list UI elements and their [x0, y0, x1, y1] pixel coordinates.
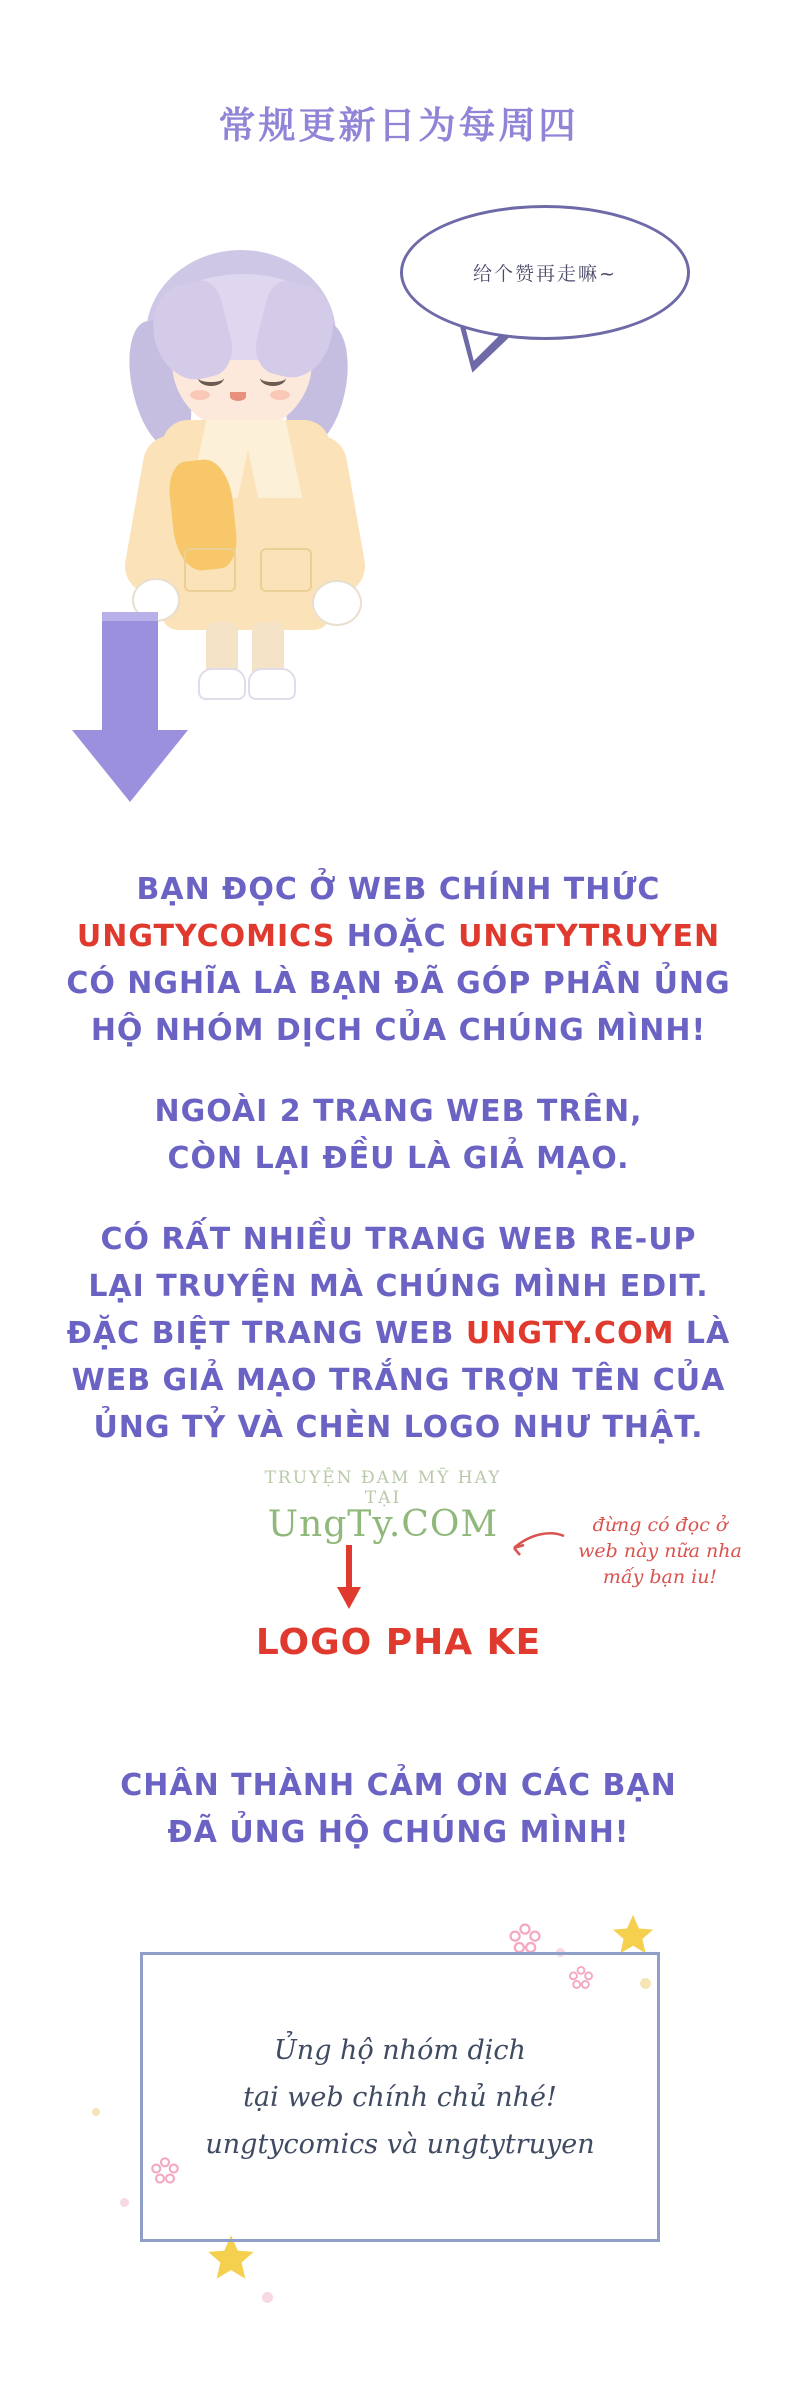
curved-arrow-icon [510, 1528, 566, 1558]
announcement-paragraph [40, 866, 757, 1054]
flower-icon [508, 1922, 542, 1956]
support-card-line: Ủng hộ nhóm dịch [274, 2034, 526, 2066]
fake-logo [258, 1468, 508, 1545]
announcement-line [40, 1310, 757, 1357]
blush-right [270, 390, 290, 400]
plain-text: LÀ [674, 1316, 731, 1351]
announcement-line [40, 1088, 757, 1135]
blush-left [190, 390, 210, 400]
announcement-paragraph [40, 1216, 757, 1451]
plain-text: CÓ NGHĨA LÀ BẠN ĐÃ GÓP PHẦN ỦNG [66, 966, 731, 1001]
hand-right [312, 580, 362, 626]
plain-text: HỘ NHÓM DỊCH CỦA CHÚNG MÌNH! [90, 1013, 707, 1048]
highlight-text: UNGTYCOMICS [76, 919, 336, 954]
plain-text: HOẶC [335, 919, 459, 954]
announcement-line [40, 1135, 757, 1182]
arrow-stem-highlight [102, 612, 158, 621]
pocket-left [184, 548, 236, 592]
plain-text: NGOÀI 2 TRANG WEB TRÊN, [154, 1094, 643, 1129]
sparkle-dot [92, 2108, 100, 2116]
plain-text: WEB GIẢ MẠO TRẮNG TRỢN TÊN CỦA [71, 1363, 726, 1398]
support-card-line: tại web chính chủ nhé! [243, 2081, 557, 2113]
handwritten-note-line: mấy bạn iu! [602, 1566, 718, 1588]
pocket-right [260, 548, 312, 592]
shoe-left [198, 668, 246, 700]
sparkle-dot [120, 2198, 129, 2207]
handwritten-note [565, 1512, 755, 1590]
announcement-line [40, 866, 757, 913]
support-card-line: ungtycomics và ungtytruyen [205, 2128, 595, 2160]
announcement-line [40, 913, 757, 960]
thanks-line: CHÂN THÀNH CẢM ƠN CÁC BẠN [120, 1768, 677, 1803]
thanks-line: ĐÃ ỦNG HỘ CHÚNG MÌNH! [167, 1815, 630, 1850]
arrow-stem [102, 612, 158, 734]
page-title: 常规更新日为每周四 [218, 104, 579, 147]
arrow-head [72, 730, 188, 802]
announcement-line [40, 1216, 757, 1263]
shoe-right [248, 668, 296, 700]
fake-logo-caption: LOGO PHA KE [255, 1622, 542, 1663]
plain-text: LẠI TRUYỆN MÀ CHÚNG MÌNH EDIT. [88, 1269, 709, 1304]
announcement-line [40, 1263, 757, 1310]
highlight-text: UNGTY.COM [465, 1316, 675, 1351]
speech-bubble-text: 给个赞再走嘛~ [473, 263, 617, 285]
red-arrow-head [337, 1587, 361, 1609]
red-down-arrow-icon [334, 1545, 364, 1611]
announcement-line [40, 960, 757, 1007]
fake-logo-name: UngTy.COM [267, 1504, 499, 1545]
plain-text: BẠN ĐỌC Ở WEB CHÍNH THỨC [136, 872, 661, 907]
big-down-arrow-icon [72, 612, 188, 802]
announcement-line [40, 1007, 757, 1054]
plain-text: ỦNG TỶ VÀ CHÈN LOGO NHƯ THẬT. [93, 1410, 704, 1445]
support-card-text [140, 1952, 660, 2242]
fake-logo-tagline: TRUYỆN ĐAM MỸ HAY TẠI [264, 1468, 502, 1508]
sparkle-dot [262, 2292, 273, 2303]
plain-text: ĐẶC BIỆT TRANG WEB [66, 1316, 466, 1351]
plain-text: CÒN LẠI ĐỀU LÀ GIẢ MẠO. [167, 1141, 630, 1176]
highlight-text: UNGTYTRUYEN [458, 919, 721, 954]
mouth [230, 392, 246, 401]
announcement-paragraph [40, 1088, 757, 1182]
announcement-text [40, 866, 757, 1451]
plain-text: CÓ RẤT NHIỀU TRANG WEB RE-UP [100, 1222, 697, 1257]
announcement-line [40, 1357, 757, 1404]
handwritten-note-line: đừng có đọc ở [592, 1514, 728, 1536]
red-arrow-stem [346, 1545, 352, 1591]
announcement-line [40, 1404, 757, 1451]
thanks-text [40, 1762, 757, 1856]
handwritten-note-line: web này nữa nha [578, 1540, 742, 1562]
